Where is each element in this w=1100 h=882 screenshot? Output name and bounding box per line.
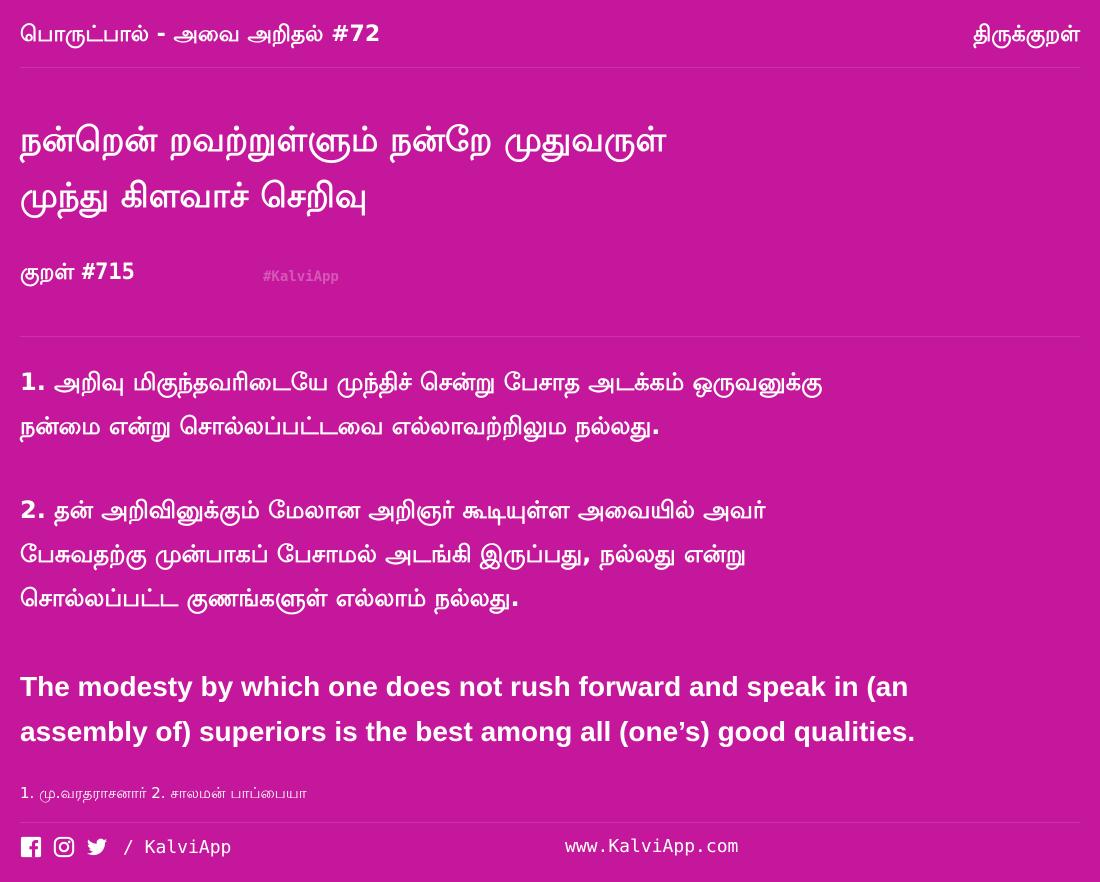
meaning-2	[20, 488, 1080, 620]
social-handle[interactable]: / KalviApp	[123, 836, 232, 858]
meaning-2-line-2: பேசுவதற்கு முன்பாகப் பேசாமல் அடங்கி இருப்பது, நல்லது என்று	[20, 540, 747, 568]
facebook-icon[interactable]	[20, 836, 42, 858]
twitter-icon[interactable]	[86, 836, 108, 858]
english-line-2: assembly of) superiors is the best among all (one’s) good qualities.	[20, 716, 916, 747]
kural-number-value: #715	[81, 260, 135, 285]
meaning-1-line-1: 1. அறிவு மிகுந்தவரிடையே முந்திச் சென்று பேசாத அடக்கம் ஒருவனுக்கு	[20, 368, 823, 396]
divider	[20, 822, 1080, 823]
instagram-icon[interactable]	[53, 836, 75, 858]
website-link[interactable]: www.KalviApp.com	[565, 836, 739, 857]
meaning-2-line-3: சொல்லப்பட்ட குணங்களுள் எல்லாம் நல்லது.	[20, 584, 520, 612]
footer	[20, 836, 1080, 860]
kural-number	[20, 260, 135, 288]
divider	[20, 336, 1080, 337]
meaning-1-line-2: நன்மை என்று சொல்லப்பட்டவை எல்லாவற்றிலும நல்லது.	[20, 412, 661, 440]
kural-line-2: முந்து கிளவாச் செறிவு	[20, 176, 368, 216]
authors: 1. மு.வரதராசனார் 2. சாலமன் பாப்பையா	[20, 784, 307, 802]
header	[20, 22, 1080, 50]
brand-title: திருக்குறள்	[973, 22, 1080, 47]
social-links	[20, 836, 231, 858]
meaning-1	[20, 360, 1080, 448]
meaning-2-line-1: 2. தன் அறிவினுக்கும் மேலான அறிஞர் கூடியுள்ள அவையில் அவர்	[20, 496, 766, 524]
section-title: பொருட்பால் - அவை அறிதல் #72	[20, 22, 381, 47]
watermark: #KalviApp	[263, 269, 339, 285]
kural-number-label: குறள்	[20, 260, 82, 285]
divider	[20, 67, 1080, 68]
english-translation	[20, 664, 1080, 754]
kural-line-1: நன்றென் றவற்றுள்ளும் நன்றே முதுவருள்	[20, 120, 667, 160]
english-line-1: The modesty by which one does not rush forward and speak in (an	[20, 671, 909, 702]
